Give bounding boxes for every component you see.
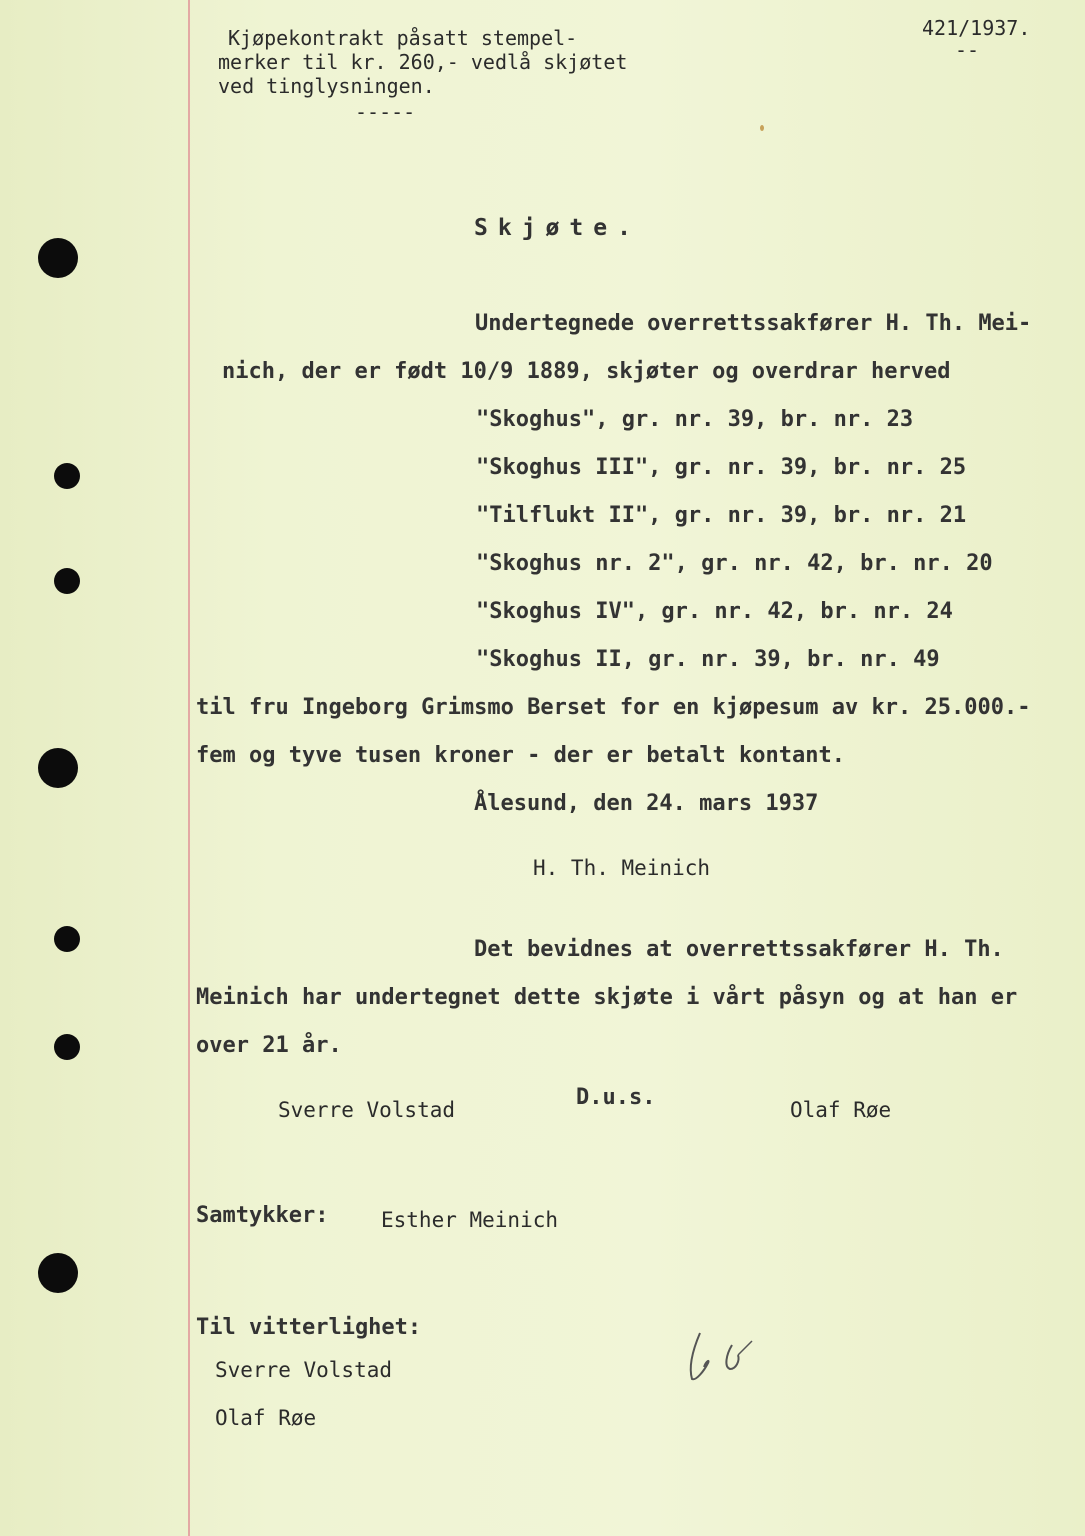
- witnesses-label: Til vitterlighet:: [196, 1315, 422, 1340]
- punch-hole: [54, 463, 80, 489]
- stamp-note-rule: -----: [355, 100, 416, 124]
- buyer-line: til fru Ingeborg Grimsmo Berset for en kjøpesum av kr. 25.000.-: [196, 695, 1031, 720]
- punch-hole: [54, 926, 80, 952]
- document-number-mark: --: [955, 38, 980, 62]
- seller-signature: H. Th. Meinich: [533, 856, 711, 880]
- witness-right-signature: Olaf Røe: [790, 1098, 892, 1122]
- stamp-note-line: Kjøpekontrakt påsatt stempel-: [228, 26, 578, 50]
- witness-name: Sverre Volstad: [215, 1358, 393, 1382]
- attestation-line: Meinich har undertegnet dette skjøte i vårt påsyn og at han er: [196, 985, 1018, 1010]
- margin-rule: [188, 0, 190, 1536]
- consent-label: Samtykker:: [196, 1203, 329, 1228]
- attestation-line: over 21 år.: [196, 1033, 342, 1058]
- intro-line: nich, der er født 10/9 1889, skjøter og overdrar herved: [222, 359, 951, 384]
- intro-line: Undertegnede overrettssakfører H. Th. Mei-: [475, 311, 1032, 336]
- punch-hole: [54, 1034, 80, 1060]
- property-line: "Skoghus IV", gr. nr. 42, br. nr. 24: [476, 599, 953, 624]
- witness-left-signature: Sverre Volstad: [278, 1098, 456, 1122]
- stamp-note-line: ved tinglysningen.: [218, 74, 435, 98]
- punch-hole: [38, 748, 78, 788]
- place-date: Ålesund, den 24. mars 1937: [474, 791, 819, 816]
- consent-name: Esther Meinich: [381, 1208, 559, 1232]
- buyer-line: fem og tyve tusen kroner - der er betalt kontant.: [196, 743, 846, 768]
- paper-speck: [760, 125, 764, 131]
- attestation-line: Det bevidnes at overrettssakfører H. Th.: [474, 937, 1004, 962]
- handwritten-initials: [680, 1325, 790, 1385]
- property-line: "Skoghus", gr. nr. 39, br. nr. 23: [476, 407, 914, 432]
- stamp-note-line: merker til kr. 260,- vedlå skjøtet: [218, 50, 628, 74]
- property-line: "Skoghus II, gr. nr. 39, br. nr. 49: [476, 647, 940, 672]
- document-number: 421/1937.: [922, 16, 1031, 40]
- witness-name: Olaf Røe: [215, 1406, 317, 1430]
- property-line: "Skoghus nr. 2", gr. nr. 42, br. nr. 20: [476, 551, 993, 576]
- property-line: "Skoghus III", gr. nr. 39, br. nr. 25: [476, 455, 967, 480]
- property-line: "Tilflukt II", gr. nr. 39, br. nr. 21: [476, 503, 967, 528]
- punch-hole: [54, 568, 80, 594]
- dus-abbreviation: D.u.s.: [576, 1085, 656, 1110]
- punch-hole: [38, 238, 78, 278]
- document-title: Skjøte.: [474, 215, 641, 241]
- punch-hole: [38, 1253, 78, 1293]
